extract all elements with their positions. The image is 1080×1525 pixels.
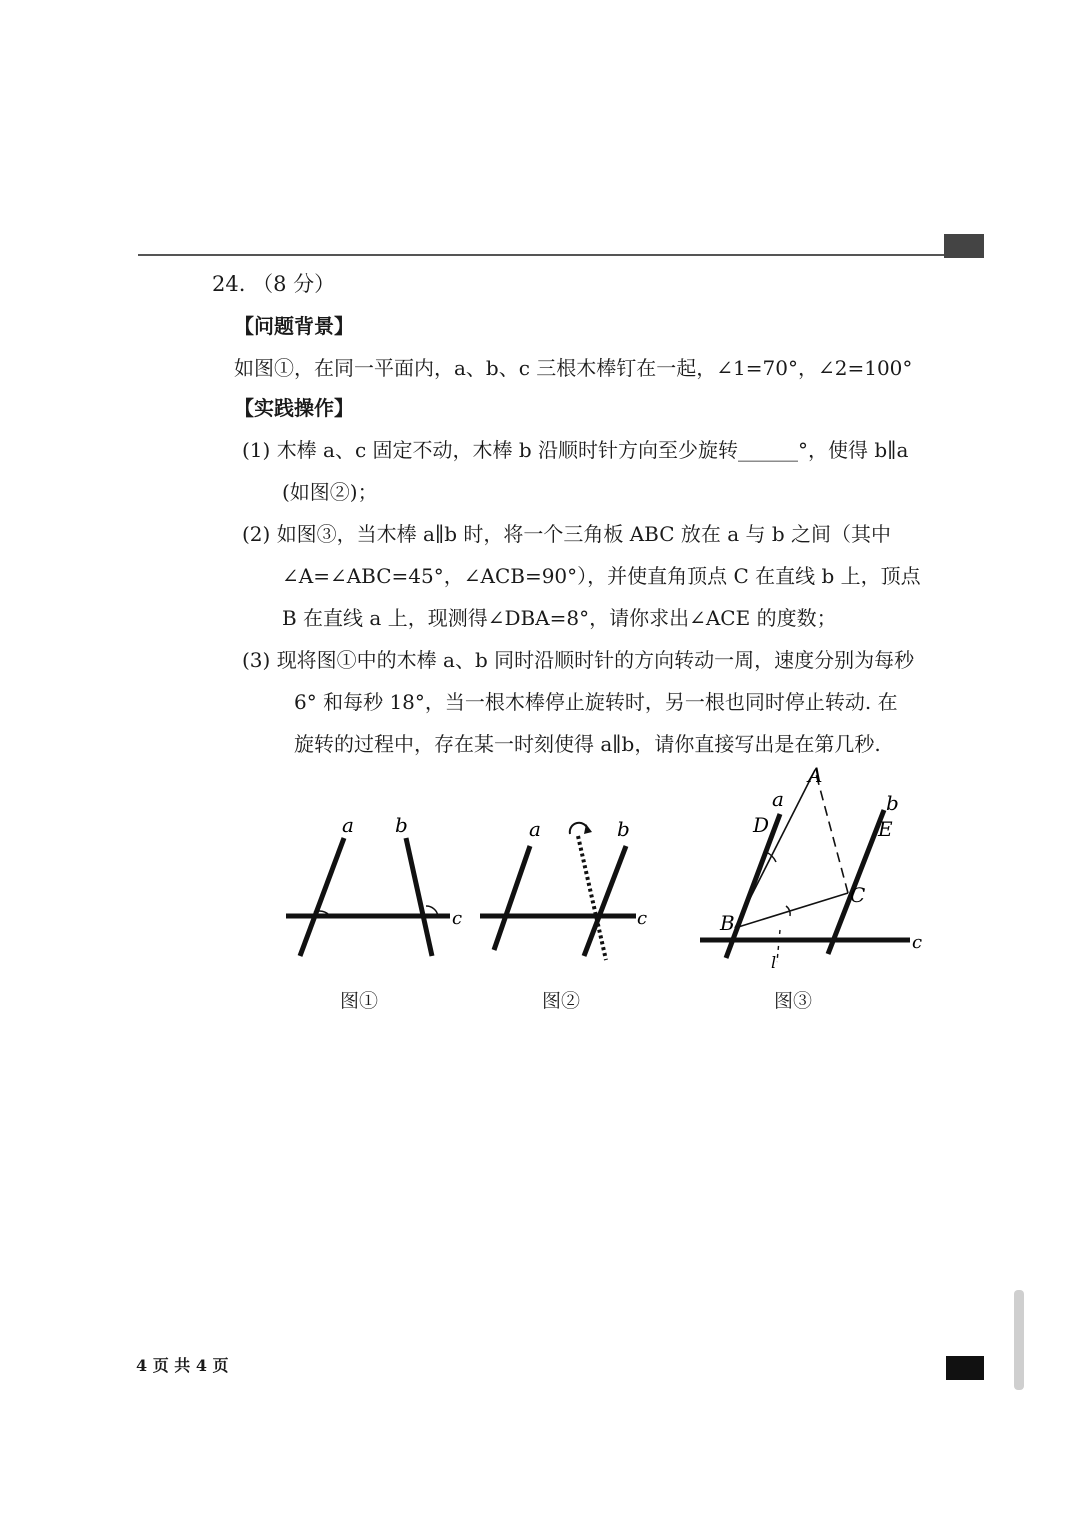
fig2-line-b bbox=[584, 846, 626, 956]
corner-marker-bottom bbox=[946, 1356, 984, 1380]
scrollbar-thumb[interactable] bbox=[1014, 1290, 1024, 1390]
q2-line-3: B 在直线 a 上，现测得∠DBA=8°，请你求出∠ACE 的度数； bbox=[282, 606, 837, 630]
fig3-caption: 图③ bbox=[774, 990, 813, 1012]
fig2-label-c: c bbox=[637, 908, 648, 929]
figure-1 bbox=[286, 813, 462, 956]
background-heading: 【问题背景】 bbox=[234, 314, 354, 338]
q3-line-1: (3) 现将图①中的木棒 a、b 同时沿顺时针的方向转动一周，速度分别为每秒 bbox=[242, 648, 915, 672]
practice-heading: 【实践操作】 bbox=[234, 396, 354, 420]
fig3-label-c: c bbox=[912, 932, 923, 953]
fig2-label-a: a bbox=[529, 817, 541, 841]
figure-3 bbox=[700, 763, 922, 972]
fig3-label-b: b bbox=[886, 791, 899, 815]
fig3-label-E: E bbox=[878, 817, 893, 841]
top-rule bbox=[138, 254, 946, 256]
q1-line-1: (1) 木棒 a、c 固定不动，木棒 b 沿顺时针方向至少旋转______°，使得 b∥a bbox=[242, 438, 909, 462]
fig1-line-a bbox=[300, 838, 344, 956]
q3-line-2: 6° 和每秒 18°，当一根木棒停止旋转时，另一根也同时停止转动. 在 bbox=[294, 690, 898, 714]
fig3-side-AC bbox=[815, 770, 848, 893]
fig3-label-A: A bbox=[808, 763, 823, 787]
figure-2 bbox=[480, 817, 647, 960]
page-footer: 4 页 共 4 页 bbox=[136, 1356, 229, 1375]
fig1-line-b bbox=[406, 838, 432, 956]
fig3-label-l: l bbox=[771, 953, 777, 972]
q2-line-2: ∠A=∠ABC=45°，∠ACB=90°），并使直角顶点 C 在直线 b 上，顶点 bbox=[282, 564, 921, 588]
fig2-line-a bbox=[494, 846, 530, 950]
fig2-label-b: b bbox=[617, 817, 630, 841]
fig1-caption: 图① bbox=[340, 990, 379, 1012]
question-points: （8 分） bbox=[252, 272, 336, 296]
question-header bbox=[212, 268, 335, 298]
fig1-label-b: b bbox=[395, 813, 408, 837]
figures-area bbox=[270, 760, 970, 1020]
q1-line-2: (如图②)； bbox=[282, 480, 378, 504]
fig3-label-C: C bbox=[850, 883, 866, 907]
fig3-label-B: B bbox=[720, 911, 735, 935]
corner-marker-top bbox=[944, 234, 984, 258]
q3-line-3: 旋转的过程中，存在某一时刻使得 a∥b，请你直接写出是在第几秒. bbox=[294, 732, 881, 756]
fig3-label-a: a bbox=[772, 787, 784, 811]
fig2-caption: 图② bbox=[542, 990, 581, 1012]
fig1-label-a: a bbox=[342, 813, 354, 837]
background-text: 如图①，在同一平面内，a、b、c 三根木棒钉在一起，∠1=70°，∠2=100° bbox=[234, 356, 913, 380]
fig3-label-D: D bbox=[753, 813, 770, 837]
fig3-side-BC bbox=[735, 893, 848, 928]
fig1-label-c: c bbox=[452, 908, 463, 929]
q2-line-1: (2) 如图③，当木棒 a∥b 时，将一个三角板 ABC 放在 a 与 b 之间（其中 bbox=[242, 522, 892, 546]
fig3-line-b bbox=[828, 810, 884, 954]
question-number: 24. bbox=[212, 272, 246, 296]
fig3-dashed-l bbox=[777, 930, 780, 962]
